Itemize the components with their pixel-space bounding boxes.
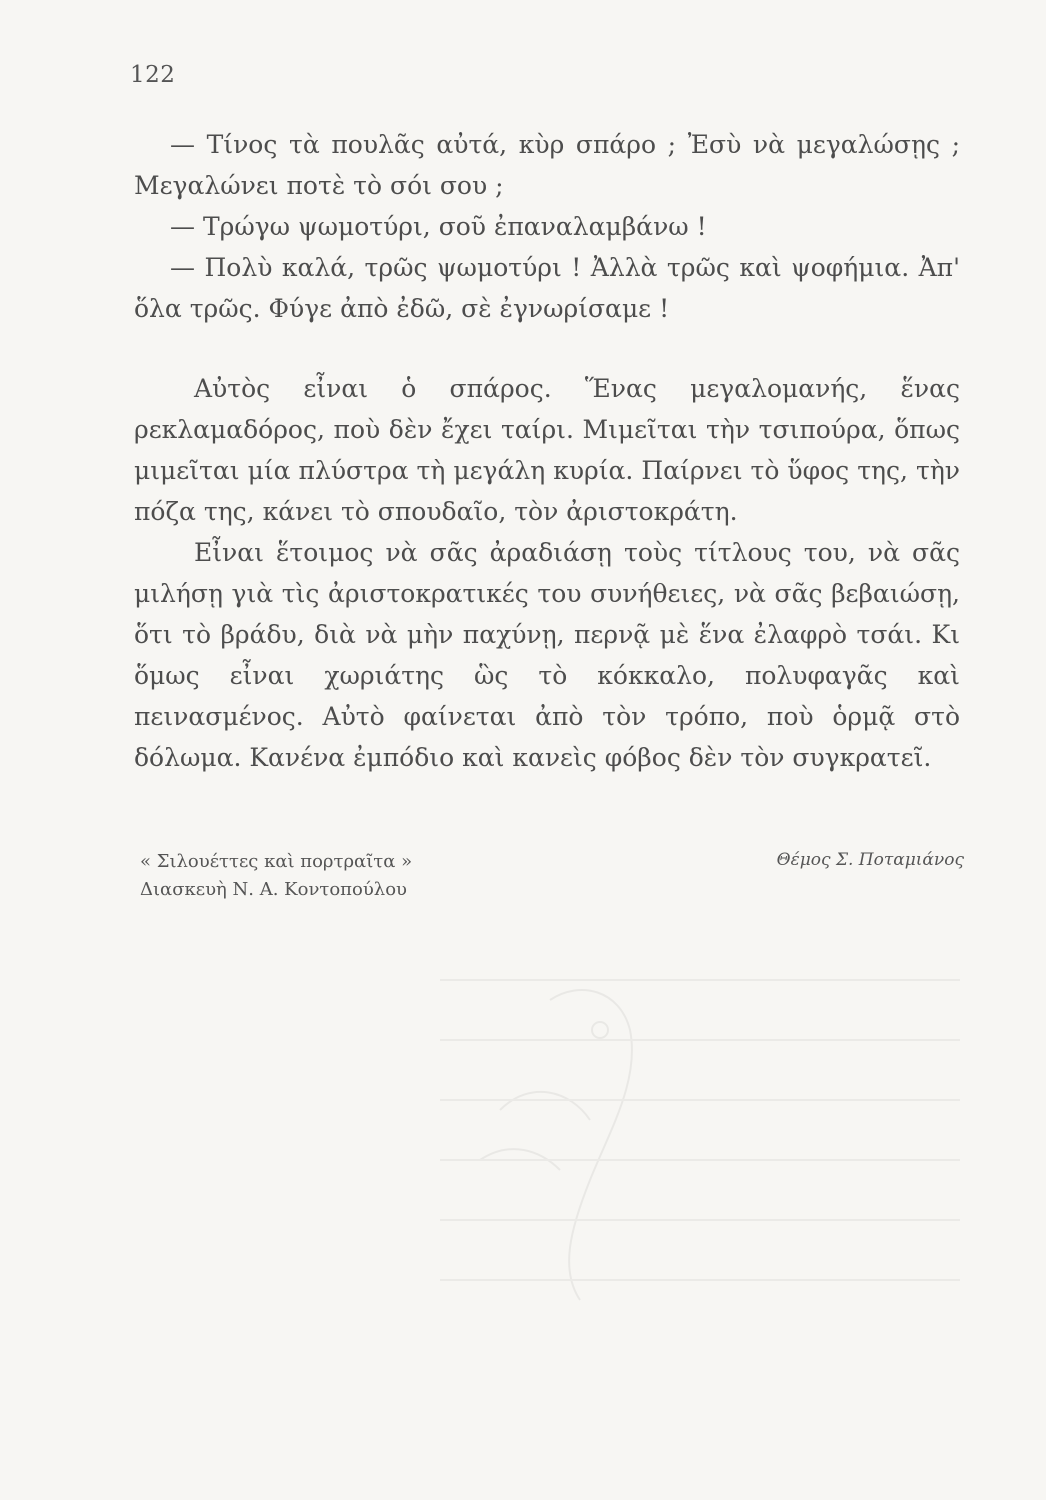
adaptation-credit: Διασκευὴ Ν. Α. Κοντοπούλου [140,879,407,900]
dialogue-section [134,124,960,329]
dialogue-line: — Τίνος τὰ πουλᾶς αὐτά, κὺρ σπάρο ; Ἐσὺ νὰ μεγαλώσῃς ; Μεγαλώνει ποτὲ τὸ σόι σου ; [134,130,960,200]
dialogue-line: — Πολὺ καλά, τρῶς ψωμοτύρι ! Ἀλλὰ τρῶς καὶ ψοφήμια. Ἀπ' ὅλα τρῶς. Φύγε ἀπὸ ἐδῶ, σὲ ἐγνωρίσαμε ! [134,253,960,323]
source-credit [140,848,412,904]
page-number: 122 [130,62,176,88]
narrative-paragraph: Αὐτὸς εἶναι ὁ σπάρος. Ἕνας μεγαλομανής, ἕνας ρεκλαμαδόρος, ποὺ δὲν ἔχει ταίρι. Μιμεῖται τὴν τσιπούρα, ὅπως μιμεῖται μία πλύστρα τὴ μεγάλη κυρία. Παίρνει τὸ ὕφος της, τὴν πόζα της, κάνει τὸ σπουδαῖο, τὸν ἀριστοκράτη. [134,374,960,526]
dialogue-line: — Τρώγω ψωμοτύρι, σοῦ ἐπαναλαμβάνω ! [170,212,707,241]
narrative-paragraph: Εἶναι ἕτοιμος νὰ σᾶς ἀραδιάσῃ τοὺς τίτλους του, νὰ σᾶς μιλήσῃ γιὰ τὶς ἀριστοκρατικές του συνήθειες, νὰ σᾶς βεβαιώσῃ, ὅτι τὸ βράδυ, διὰ νὰ μὴν παχύνῃ, περνᾷ μὲ ἕνα ἐλαφρὸ τσάι. Κι ὅμως εἶναι χωριάτης ὣς τὸ κόκκαλο, πολυφαγᾶς καὶ πεινασμένος. Αὐτὸ φαίνεται ἀπὸ τὸν τρόπο, ποὺ ὁρμᾷ στὸ δόλωμα. Κανένα ἐμπόδιο καὶ κανεὶς φόβος δὲν τὸν συγκρατεῖ. [134,538,960,772]
author-name: Θέμος Σ. Ποταμιάνος [776,850,964,870]
source-title: « Σιλουέττες καὶ πορτραῖτα » [140,851,413,872]
narrative-section [134,368,960,778]
bleed-through-illustration [440,960,960,1320]
